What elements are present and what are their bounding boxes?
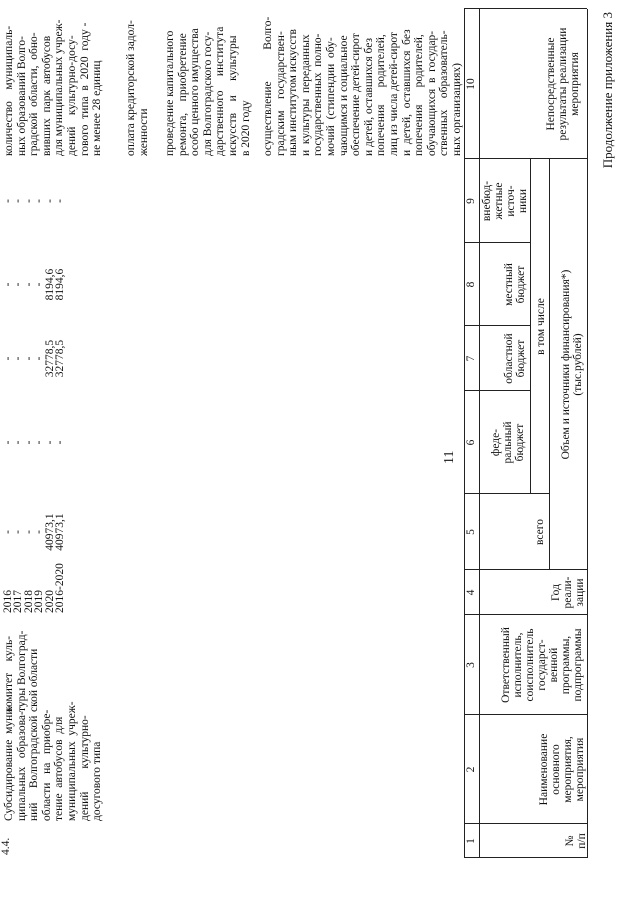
col-number: 5 bbox=[465, 529, 477, 535]
header-local: местный бюджет bbox=[503, 263, 527, 306]
col-number: 10 bbox=[465, 78, 477, 90]
col-number: 8 bbox=[465, 281, 477, 288]
row-number: 4.4. bbox=[0, 837, 12, 855]
result-text-c: оплата кредиторской задол- женности bbox=[125, 20, 150, 156]
header-name: Наименование основного мероприятия, мероприятия bbox=[538, 733, 586, 806]
result-text-a: осуществление Волго- градским государствен- ным институтом искусств и культуры переданных государственных полно- мочий (стипендии обу- чающимся и социальное обеспечение детей-сирот и детей, оставшихся без попечения родителей, лиц из числа детей-сирот и детей, оставшихся без попечения родителей, обучающихся в государ- ственных образователь- ных организациях) bbox=[262, 16, 463, 156]
col-number: 7 bbox=[465, 355, 477, 362]
activity-name: Субсидирование муни- ципальных образова- ний Волгоградской области на приобре- тение автобусов для муниципальных учреж- дений культурно- досугового типа bbox=[3, 701, 104, 821]
extra-values: - - - - - - bbox=[2, 199, 67, 203]
header-extra: внебюд- жетные источ- ники bbox=[481, 180, 529, 222]
col-number: 4 bbox=[465, 589, 477, 596]
responsible-executor: комитет куль- туры Волгоград- ской области bbox=[3, 630, 41, 712]
col-number: 2 bbox=[465, 766, 477, 773]
result-text-b: проведение капитального ремонта, приобретение особо ценного имущества для Волгоградского госу- дарственного института искусств и культуры в 2020 году bbox=[164, 26, 252, 156]
header-year: Год реали- зации bbox=[550, 576, 586, 609]
header-including: в том числе bbox=[535, 298, 547, 355]
col-number: 6 bbox=[465, 439, 477, 446]
col-number: 3 bbox=[465, 662, 477, 668]
header-responsible: Ответственный исполнитель, соисполнитель государст- венной программы, подпрограммы bbox=[500, 627, 584, 703]
header-results: Непосредственные результаты реализации мероприятия bbox=[545, 27, 581, 141]
page-number: 11 bbox=[442, 450, 457, 464]
header-total: всего bbox=[534, 519, 546, 545]
col-number: 1 bbox=[465, 838, 477, 844]
header-federal: феде- ральный бюджет bbox=[490, 421, 526, 464]
total-values: - - - - 40973,1 40973,1 bbox=[2, 513, 67, 551]
result-text-44: количество муниципаль- ных образований Волго- градской области, обно- вивших парк автобусов для муниципальных учреж- дений культурно-досу- гового типа в 2020 году - не менее 28 единиц bbox=[3, 19, 104, 156]
federal-values: - - - - - - bbox=[2, 440, 67, 445]
regional-values: - - - - 32778,5 32778,5 bbox=[2, 339, 67, 378]
header-no: № п/п bbox=[564, 833, 588, 849]
col-number: 9 bbox=[465, 198, 477, 204]
continuation-note: Продолжение приложения 3 bbox=[600, 12, 615, 169]
local-values: - - - - 8194,6 8194,6 bbox=[2, 268, 67, 301]
header-regional: областной бюджет bbox=[503, 333, 527, 384]
header-volume: Объем и источники финансирования*) (тыс.рублей) bbox=[560, 269, 584, 460]
years-list: 2016 2017 2018 2019 2020 2016-2020 bbox=[2, 563, 67, 613]
